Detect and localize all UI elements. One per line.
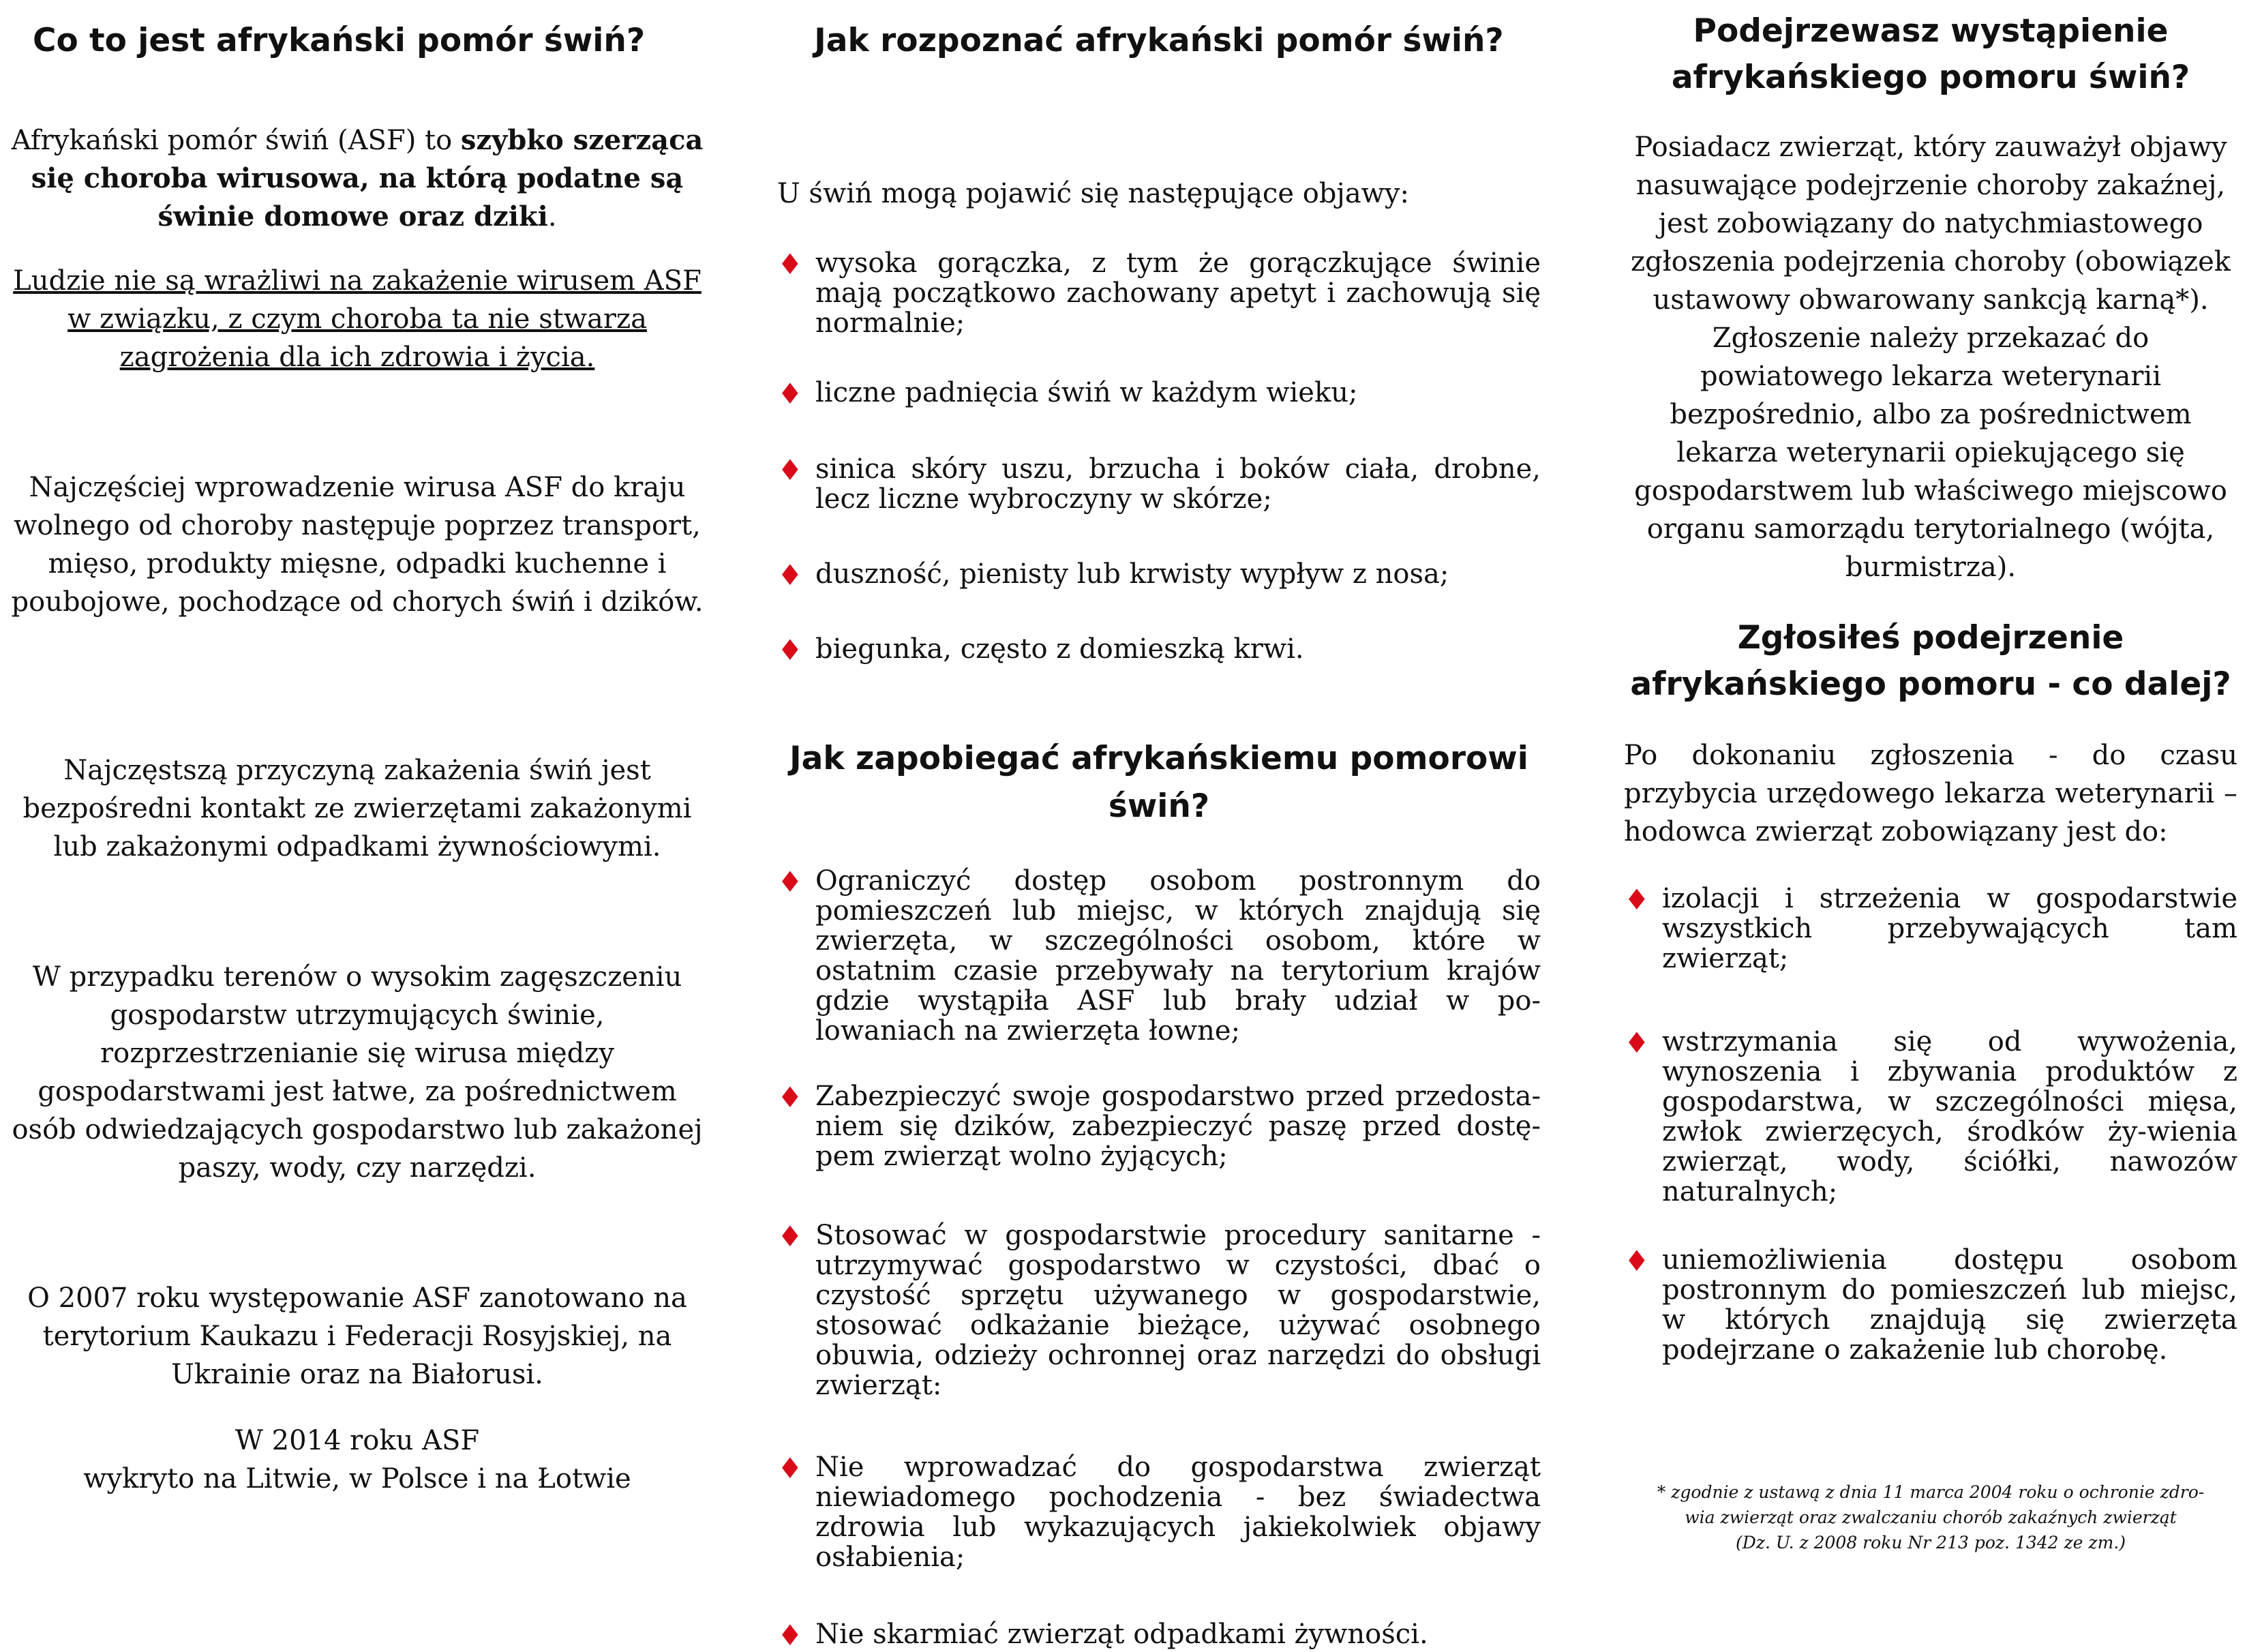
heading-suspect: Podejrzewasz wystąpienie afrykańskiego pomoru świń? bbox=[1671, 12, 2190, 96]
footnote-line1: * zgodnie z ustawą z dnia 11 marca 2004 roku o ochronie zdro- bbox=[1657, 1482, 2205, 1502]
symptom-item bbox=[777, 558, 1541, 592]
diamond-bullet-icon: ♦ bbox=[777, 377, 803, 410]
history-2014-line1: W 2014 roku ASF bbox=[235, 1425, 480, 1456]
prevention-item bbox=[777, 1220, 1541, 1400]
diamond-bullet-icon: ♦ bbox=[1624, 1244, 1650, 1278]
diamond-bullet-icon: ♦ bbox=[777, 1452, 803, 1485]
history-2014-line2: wykryto na Litwie, w Polsce i na Łotwie bbox=[83, 1463, 631, 1495]
history-2014-paragraph bbox=[10, 1422, 705, 1498]
report-paragraph: Posiadacz zwierząt, który zauważył objawy nasuwające podejrzenie choroby zakaźnej, jest zobowiązany do natychmiastowego zgłoszenia podejrzenia choroby (obowiązek ustawowy obwarowany sankcją karną*). Zgłoszenie należy przekazać do powiatowego lekarza weterynarii bezpośrednio, albo za pośrednictwem lekarza weterynarii opiekującego się gospodarstwem lub właściwego miejscowo organu samorządu terytorialnego (wójta, burmistrza). bbox=[1630, 132, 2231, 583]
diamond-bullet-icon: ♦ bbox=[777, 1220, 803, 1253]
diamond-bullet-icon: ♦ bbox=[777, 558, 803, 592]
prevention-item bbox=[777, 1452, 1541, 1572]
symptom-text: wysoka gorączka, z tym że gorączkujące świnie mają początkowo zachowany apetyt i zachowują się normalnie; bbox=[815, 247, 1541, 339]
underlined-paragraph: Ludzie nie są wrażliwi na zakażenie wirusem ASF w związku, z czym choroba ta nie stwarza zagrożenia dla ich zdrowia i życia. bbox=[13, 265, 702, 373]
contact-paragraph: Najczęstszą przyczyną zakażenia świń jest bezpośredni kontakt ze zwierzętami zakażonymi lub zakażonymi odpadkami żywnościowymi. bbox=[22, 755, 692, 862]
diamond-bullet-icon: ♦ bbox=[1624, 1026, 1650, 1060]
intro-end-text: . bbox=[547, 201, 557, 232]
intro-plain-text: Afrykański pomór świń (ASF) to bbox=[11, 125, 461, 156]
prevention-text: Nie skarmiać zwierząt odpadkami żywności. bbox=[815, 1619, 1428, 1650]
heading-recognize: Jak rozpoznać afrykański pomór świń? bbox=[814, 22, 1504, 59]
prevention-text: Zabezpieczyć swoje gospodarstwo przed przedosta-niem się dzików, zabezpieczyć paszę przed dostę-pem zwierząt wolno żyjących; bbox=[815, 1081, 1541, 1172]
duty-text: uniemożliwienia dostępu osobom postronnym do pomieszczeń lub miejsc, w których znajdują się zwierzęta podejrzane o zakażenie lub chorobę. bbox=[1662, 1244, 2237, 1366]
prevention-item bbox=[777, 866, 1541, 1046]
duty-item bbox=[1624, 884, 2237, 974]
symptom-item bbox=[777, 454, 1541, 514]
diamond-bullet-icon: ♦ bbox=[777, 633, 803, 667]
intro-bold-text: szybko szerząca się choroba wirusowa, na którą podatne są świnie domowe oraz dziki bbox=[31, 124, 704, 232]
prevention-text: Nie wprowadzać do gospodarstwa zwierząt niewiadomego pochodzenia - bez świadectwa zdrowia lub wykazujących jakiekolwiek objawy osłabienia; bbox=[815, 1452, 1541, 1573]
heading-what-next: Zgłosiłeś podejrzenie afrykańskiego pomoru - co dalej? bbox=[1630, 619, 2231, 703]
symptoms-lead: U świń mogą pojawić się następujące objawy: bbox=[777, 178, 1409, 209]
symptom-text: duszność, pienisty lub krwisty wypływ z nosa; bbox=[815, 558, 1449, 590]
duty-text: izolacji i strzeżenia w gospodarstwie wszystkich przebywających tam zwierząt; bbox=[1662, 883, 2237, 974]
symptom-item bbox=[777, 248, 1541, 338]
footnote-line2: wia zwierząt oraz zwalczaniu chorób zakaźnych zwierząt bbox=[1685, 1507, 2177, 1527]
footnote bbox=[1624, 1480, 2237, 1555]
prevention-item bbox=[777, 1619, 1541, 1652]
history-2007-paragraph: O 2007 roku występowanie ASF zanotowano na terytorium Kaukazu i Federacji Rosyjskiej, na Ukrainie oraz na Białorusi. bbox=[27, 1282, 687, 1390]
prevention-text: Ograniczyć dostęp osobom postronnym do pomieszczeń lub miejsc, w których znajdują się zwierzęta, w szczególności osobom, które w ostatnim czasie przebywały na terytorium krajów gdzie wystąpiła ASF lub brały udział w po-lowaniach na zwierzęta łowne; bbox=[815, 865, 1541, 1047]
symptom-item bbox=[777, 633, 1541, 667]
diamond-bullet-icon: ♦ bbox=[1624, 883, 1650, 916]
prevention-item bbox=[777, 1081, 1541, 1171]
diamond-bullet-icon: ♦ bbox=[777, 453, 803, 487]
intro-paragraph bbox=[10, 121, 705, 236]
symptom-text: sinica skóry uszu, brzucha i boków ciała, drobne, lecz liczne wybroczyny w skórze; bbox=[815, 453, 1541, 515]
heading-prevent: Jak zapobiegać afrykańskiemu pomorowi świń? bbox=[789, 740, 1528, 825]
diamond-bullet-icon: ♦ bbox=[777, 1081, 803, 1114]
duty-text: wstrzymania się od wywożenia, wynoszenia i zbywania produktów z gospodarstwa, w szczególności mięsa, zwłok zwierzęcych, środków ży-wienia zwierząt, wody, ściółki, nawozów naturalnych; bbox=[1662, 1026, 2237, 1207]
footnote-line3: (Dz. U. z 2008 roku Nr 213 poz. 1342 ze zm.) bbox=[1735, 1533, 2126, 1552]
diamond-bullet-icon: ♦ bbox=[777, 247, 803, 281]
diamond-bullet-icon: ♦ bbox=[777, 865, 803, 899]
prevention-text: Stosować w gospodarstwie procedury sanitarne - utrzymywać gospodarstwo w czystości, dbać o czystość sprzętu używanego w gospodarstwie, stosować odkażanie bieżące, używać osobnego obuwia, odzieży ochronnej oraz narzędzi do obsługi zwierząt: bbox=[815, 1220, 1541, 1401]
transport-paragraph: Najczęściej wprowadzenie wirusa ASF do kraju wolnego od choroby następuje poprzez transport, mięso, produkty mięsne, odpadki kuchenne i poubojowe, pochodzące od chorych świń i dzików. bbox=[11, 472, 704, 618]
symptom-item bbox=[777, 378, 1541, 408]
after-report-paragraph: Po dokonaniu zgłoszenia - do czasu przybycia urzędowego lekarza weterynarii – hodowca zwierząt zobowiązany jest do: bbox=[1624, 740, 2237, 847]
diamond-bullet-icon: ♦ bbox=[777, 1619, 803, 1652]
duty-item bbox=[1624, 1027, 2237, 1207]
symptom-text: liczne padnięcia świń w każdym wieku; bbox=[815, 377, 1358, 408]
density-paragraph: W przypadku terenów o wysokim zagęszczeniu gospodarstw utrzymujących świnie, rozprzestrzenianie się wirusa między gospodarstwami jest łatwe, za pośrednictwem osób odwiedzających gospodarstwo lub zakażonej paszy, wody, czy narzędzi. bbox=[12, 961, 703, 1184]
heading-what-is-asf: Co to jest afrykański pomór świń? bbox=[33, 22, 646, 59]
symptom-text: biegunka, często z domieszką krwi. bbox=[815, 633, 1304, 665]
duty-item bbox=[1624, 1245, 2237, 1365]
